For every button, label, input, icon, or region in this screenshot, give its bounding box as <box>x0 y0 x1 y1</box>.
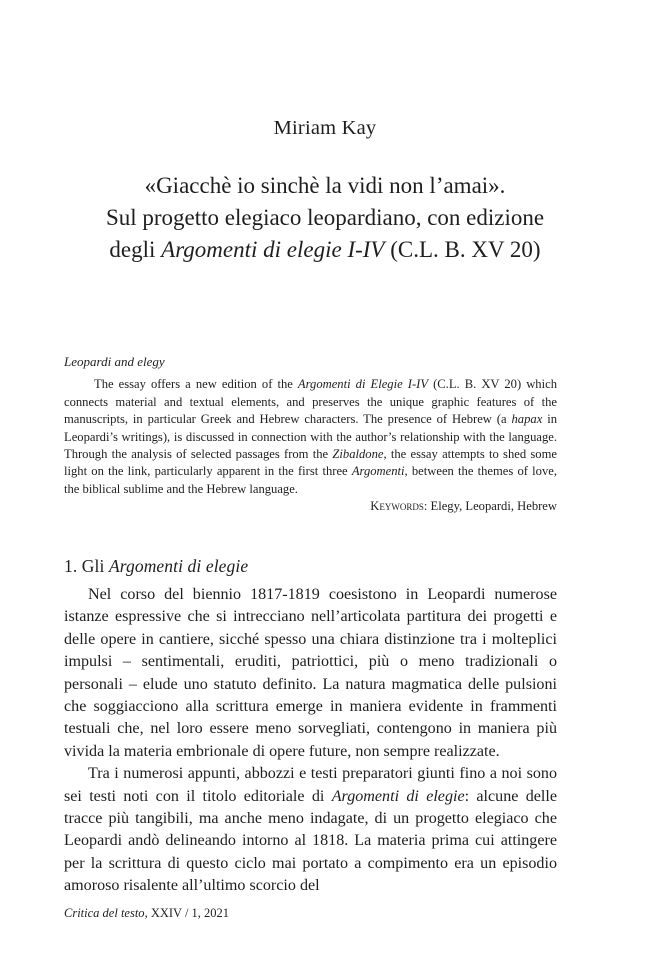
title-line-2: Sul progetto elegiaco leopardiano, con edizione <box>105 205 545 230</box>
paragraph-2-italic: Argomenti di elegie <box>331 787 465 805</box>
abstract-italic: Zibaldone, <box>332 447 387 462</box>
title-line-1: «Giacchè io sinchè la vidi non l’amai». <box>144 173 506 198</box>
article-title <box>40 170 610 266</box>
journal-name: Critica del testo <box>64 906 145 920</box>
abstract <box>64 353 557 516</box>
keywords-label: Keywords: <box>370 499 428 514</box>
section-number: 1. Gli <box>64 556 109 576</box>
abstract-text: the essay attempts to shed some light on the link, particularly apparent in the first three <box>64 447 557 479</box>
title-line-3-italic: Argomenti di elegie I-IV <box>161 237 385 262</box>
author-name: Miriam Kay <box>273 117 377 139</box>
abstract-italic: Argomenti, <box>351 464 408 479</box>
abstract-text: The essay offers a new edition of the <box>94 377 298 392</box>
paragraph-2 <box>64 763 557 897</box>
abstract-text: (C.L. B. XV 20) which connects material and textual elements, and preserves the unique graphic features of the manuscripts, in particular Greek and Hebrew characters. The presence of Hebrew (a <box>64 377 557 427</box>
abstract-italic: Argomenti di Elegie I-IV <box>297 377 429 392</box>
abstract-heading: Leopardi and elegy <box>64 354 165 369</box>
abstract-body <box>64 376 557 498</box>
title-line-3-post: (C.L. B. XV 20) <box>384 237 541 262</box>
keywords-list: Elegy, Leopardi, Hebrew <box>427 499 557 514</box>
abstract-text: in Leopardi’s writings), is discussed in connection with the author’s relationship with the language. Through the analysis of selected passages from the <box>64 412 557 462</box>
title-line-3 <box>40 234 610 266</box>
section-title: Argomenti di elegie <box>108 556 249 576</box>
body-text <box>64 584 557 898</box>
paragraph-1: Nel corso del biennio 1817-1819 coesistono in Leopardi numerose istanze espressive che si intrecciano nell’articolata partitura dei progetti e delle opere in cantiere, sicché spesso una chiara distinzione tra i molteplici impulsi – sentimentali, eruditi, patriottici, più o meno tradizionali o personali – elude uno statuto definito. La natura magmatica delle pulsioni che soggiacciono alla scrittura emerge in maniera evidente in frammenti testuali che, nel loro essere meno sorvegliati, contengono in maniera più vivida la materia embrionale di opere future, non sempre realizzate. <box>64 586 557 760</box>
keywords <box>64 498 557 515</box>
paragraph-2-text: Tra i numerosi appunti, abbozzi e testi preparatori giunti fino a noi sono sei testi noti con il titolo editoriale di <box>64 765 557 805</box>
page-footer <box>64 906 229 921</box>
abstract-text: between the themes of love, the biblical sublime and the Hebrew language. <box>64 464 558 496</box>
title-line-3-pre: degli <box>109 237 162 262</box>
section-heading <box>64 556 248 577</box>
abstract-italic: hapax <box>511 412 543 427</box>
journal-issue: , XXIV / 1, 2021 <box>144 906 230 920</box>
paragraph-2-text: : alcune delle tracce più tangibili, ma anche meno indagate, di un progetto elegiaco che Leopardi andò delineando intorno al 1818. La materia prima cui attingere per la scrittura di questo ciclo mai portato a compimento era un episodio amoroso risalente all’ultimo scorcio del <box>64 787 557 895</box>
